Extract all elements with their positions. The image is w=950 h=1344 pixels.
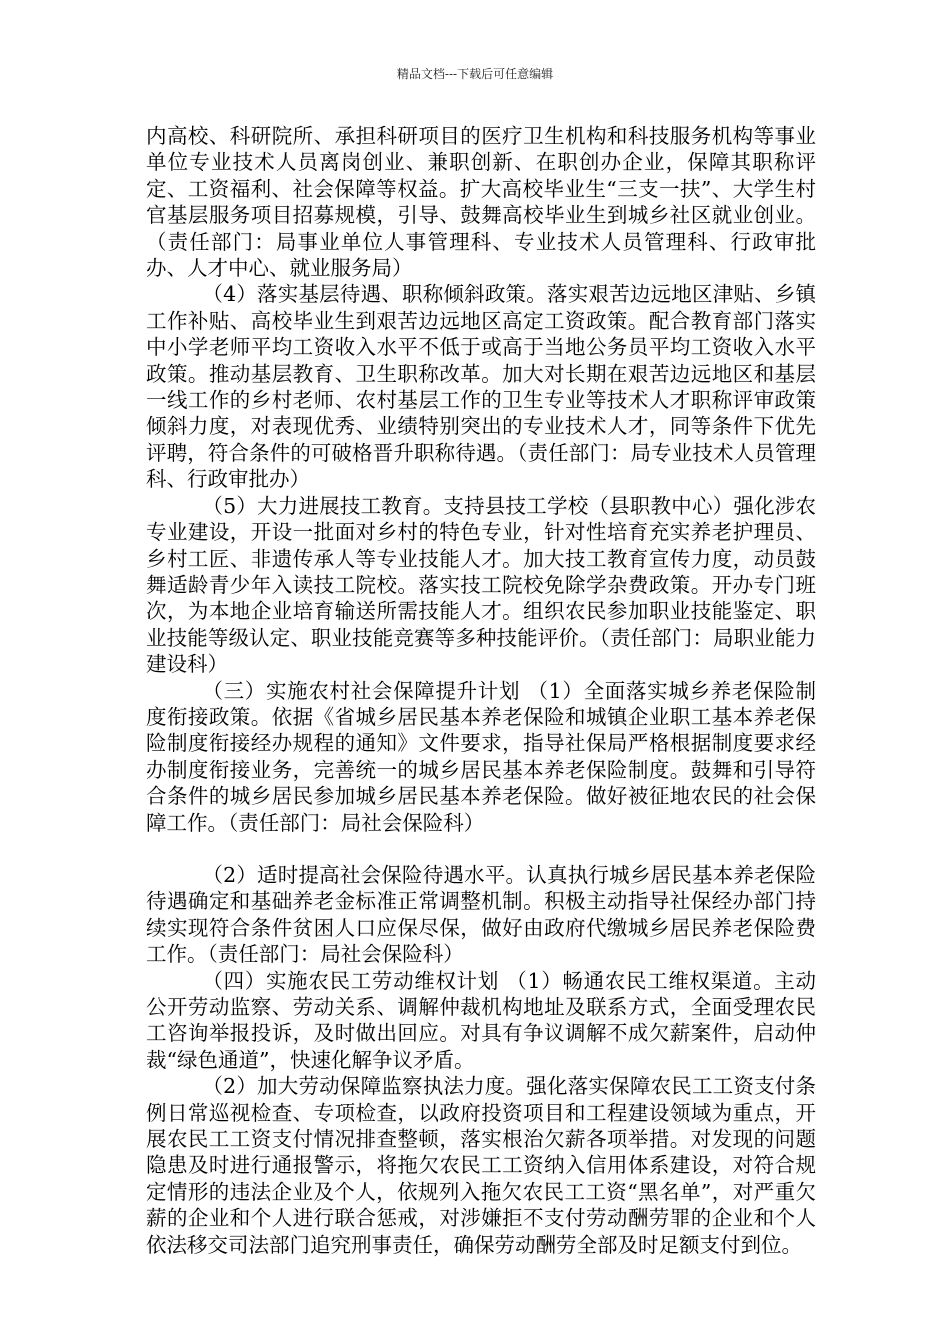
page-header: 精品文档---下载后可任意编辑 [396,67,554,81]
paragraph-insurance-benefits: （2）适时提高社会保险待遇水平。认真执行城乡居民基本养老保险待遇确定和基础养老金标准正常调整机制。积极主动指导社保经办部门持续实现符合条件贫困人口应保尽保，做好由政府代缴城乡居民养老保险费工作。（责任部门：局社会保险科） [146,862,816,967]
paragraph-continuation: 内高校、科研院所、承担科研项目的医疗卫生机构和科技服务机构等事业单位专业技术人员离岗创业、兼职创新、在职创办企业，保障其职称评定、工资福利、社会保障等权益。扩大高校毕业生“三支一扶”、大学生村官基层服务项目招募规模，引导、鼓舞高校毕业生到城乡社区就业创业。（责任部门：局事业单位人事管理科、专业技术人员管理科、行政审批办、人才中心、就业服务局） [146,124,816,281]
paragraph-rural-social-security: （三）实施农村社会保障提升计划 （1）全面落实城乡养老保险制度衔接政策。依据《省城乡居民基本养老保险和城镇企业职工基本养老保险制度衔接经办规程的通知》文件要求，指导社保局严格根据制度要求经办制度衔接业务，完善统一的城乡居民基本养老保险制度。鼓舞和引导符合条件的城乡居民参加城乡居民基本养老保险。做好被征地农民的社会保障工作。（责任部门：局社会保险科） [146,678,816,835]
paragraph-migrant-worker-rights: （四）实施农民工劳动维权计划 （1）畅通农民工维权渠道。主动公开劳动监察、劳动关系、调解仲裁机构地址及联系方式，全面受理农民工咨询举报投诉，及时做出回应。对具有争议调解不成欠薪案件，启动仲裁“绿色通道”，快速化解争议矛盾。 [146,968,816,1072]
document-body [146,123,816,1258]
paragraph-grassroots-treatment: （4）落实基层待遇、职称倾斜政策。落实艰苦边远地区津贴、乡镇工作补贴、高校毕业生到艰苦边远地区高定工资政策。配合教育部门落实中小学老师平均工资收入水平不低于或高于当地公务员平均工资收入水平政策。推动基层教育、卫生职称改革。加大对长期在艰苦边远地区和基层一线工作的乡村老师、农村基层工作的卫生专业等技术人才职称评审政策倾斜力度，对表现优秀、业绩特别突出的专业技术人才，同等条件下优先评聘，符合条件的可破格晋升职称待遇。（责任部门：局专业技术人员管理科、行政审批办） [146,282,816,492]
paragraph-labor-inspection: （2）加大劳动保障监察执法力度。强化落实保障农民工工资支付条例日常巡视检查、专项检查，以政府投资项目和工程建设领域为重点，开展农民工工资支付情况排查整顿，落实根治欠薪各项举措。对发现的问题隐患及时进行通报警示，将拖欠农民工工资纳入信用体系建设，对符合规定情形的违法企业及个人，依规列入拖欠农民工工资“黑名单”，对严重欠薪的企业和个人进行联合惩戒，对涉嫌拒不支付劳动酬劳罪的企业和个人依法移交司法部门追究刑事责任，确保劳动酬劳全部及时足额支付到位。 [146,1074,816,1257]
paragraph-technical-education: （5）大力进展技工教育。支持县技工学校（县职教中心）强化涉农专业建设，开设一批面对乡村的特色专业，针对性培育充实养老护理员、乡村工匠、非遗传承人等专业技能人才。加大技工教育宣传力度，动员鼓舞适龄青少年入读技工院校。落实技工院校免除学杂费政策。开办专门班次，为本地企业培育输送所需技能人才。组织农民参加职业技能鉴定、职业技能等级认定、职业技能竞赛等多种技能评价。（责任部门：局职业能力建设科） [146,493,816,677]
